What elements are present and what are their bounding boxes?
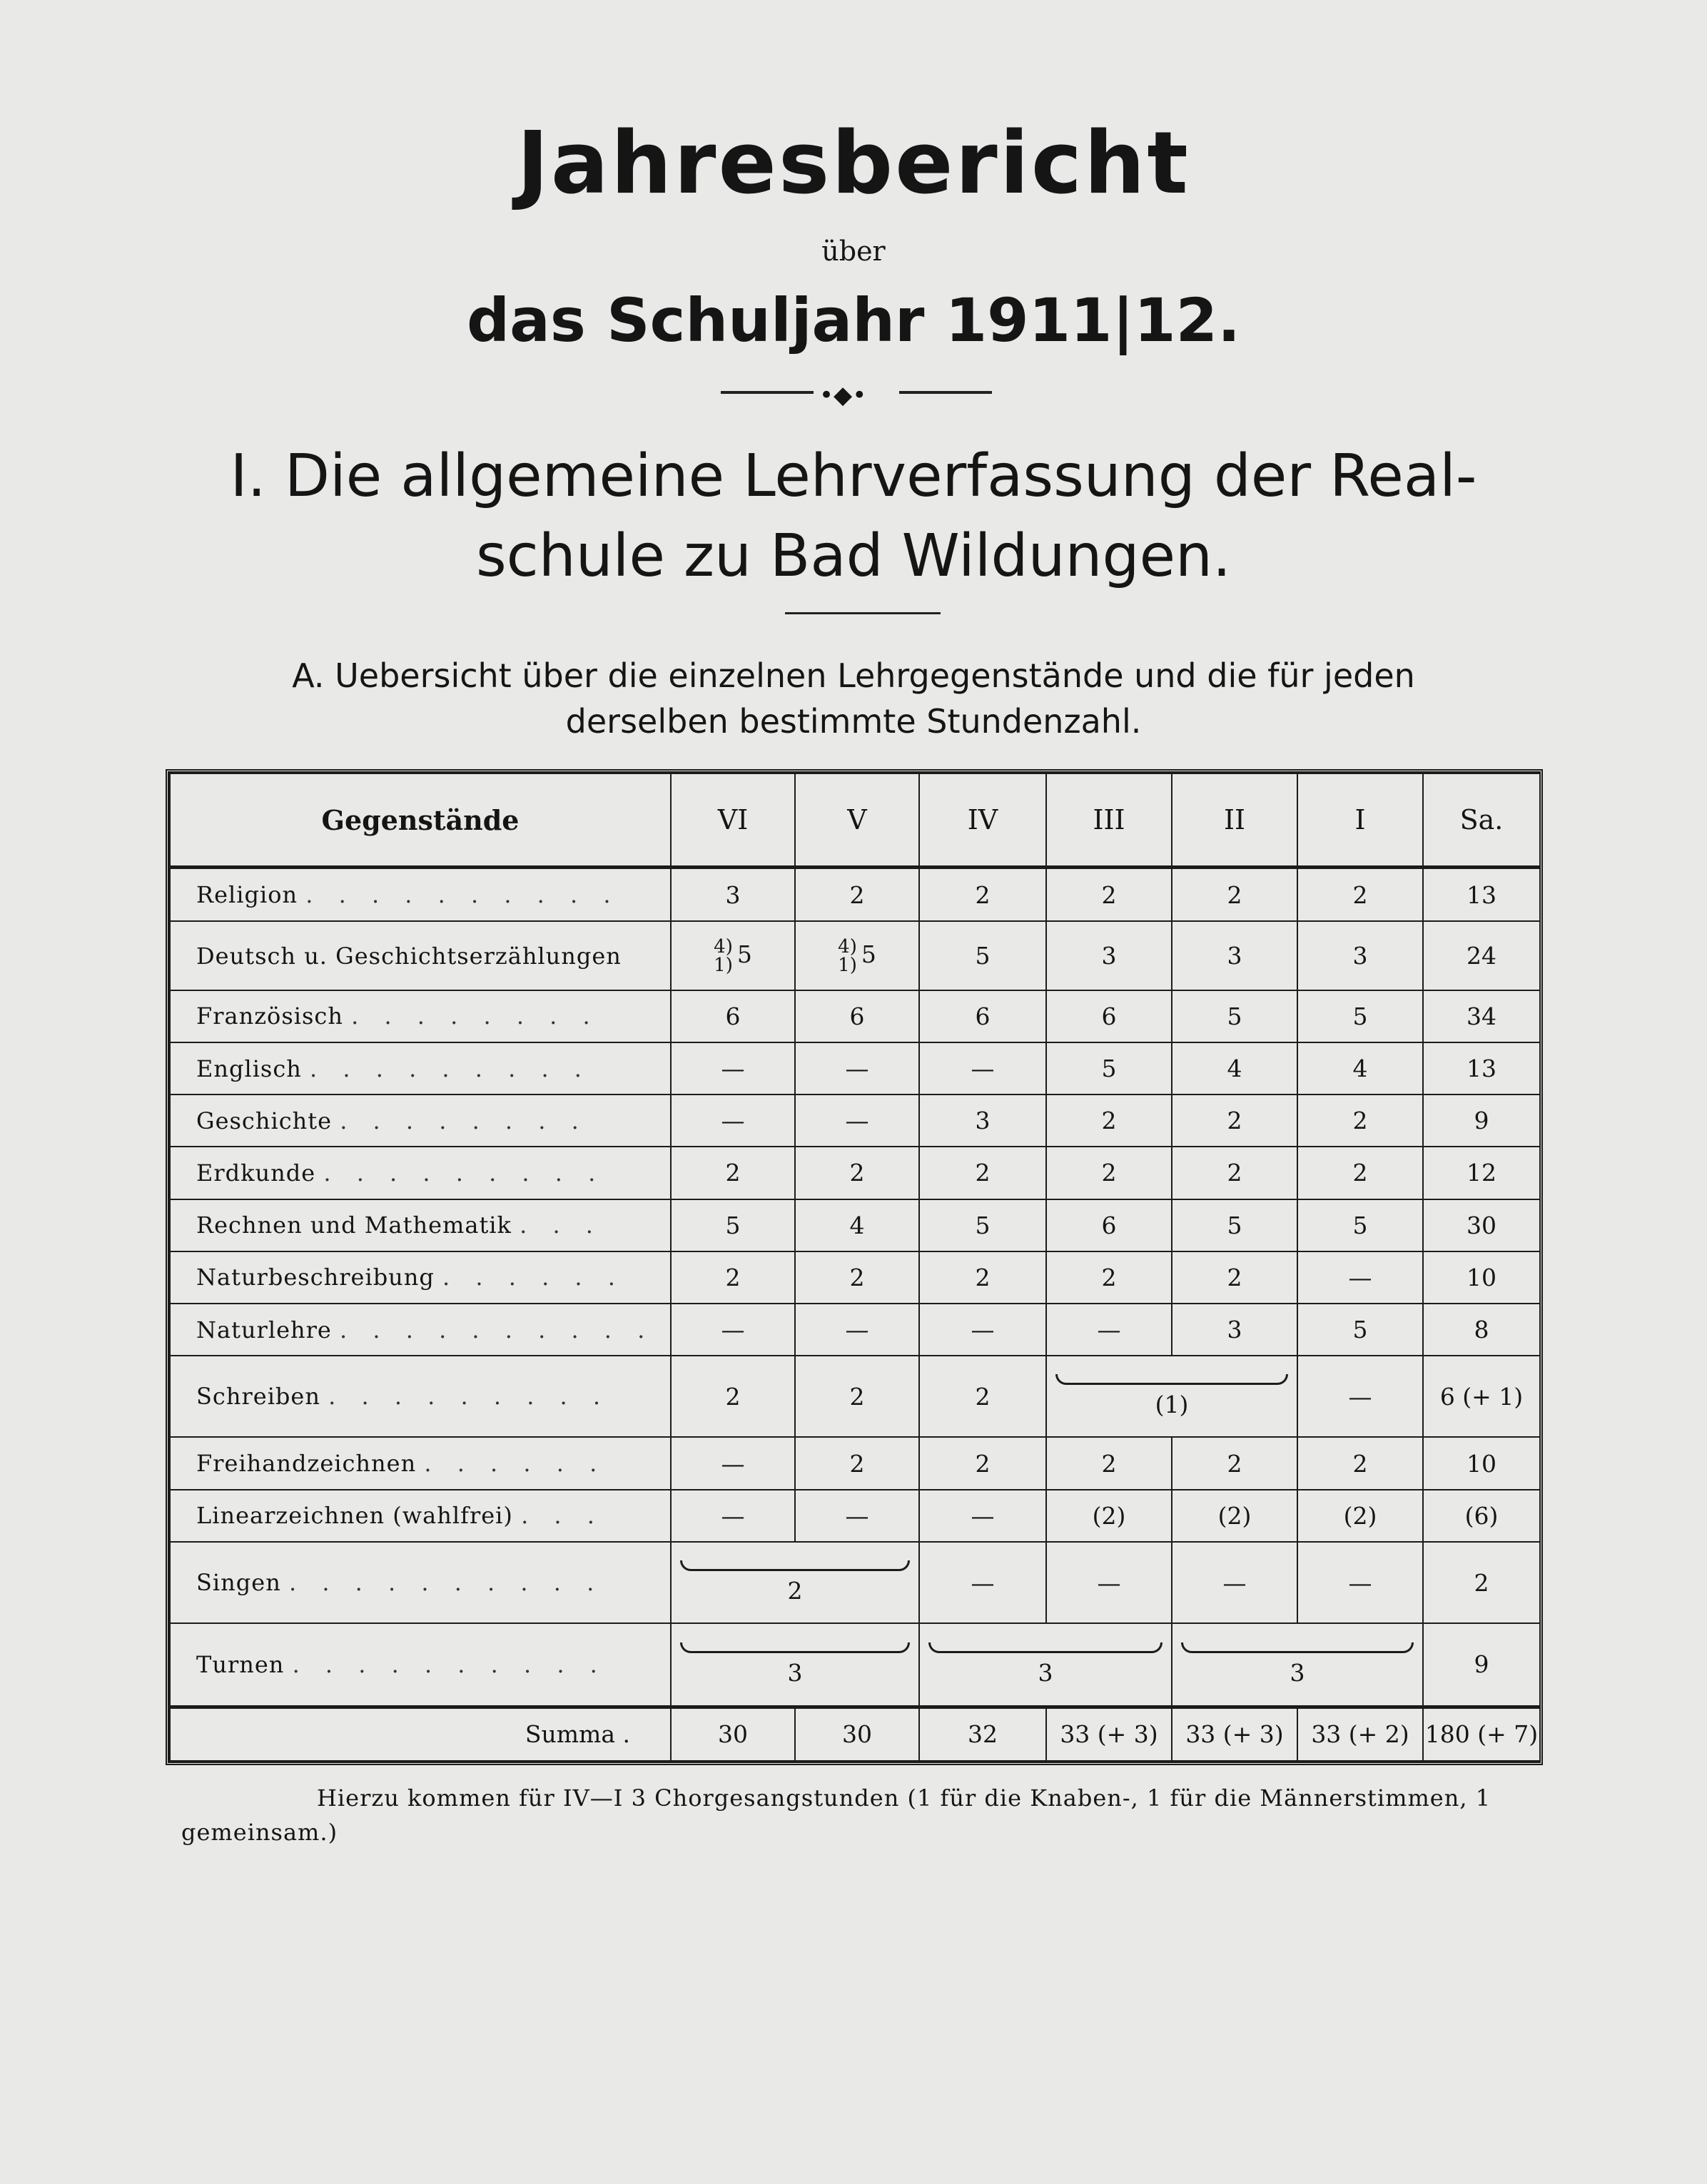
subsection-heading-line-1: A. Uebersicht über die einzelnen Lehrgegenstände und die für jeden (292, 656, 1415, 695)
brace (928, 1642, 1163, 1653)
cell: 6 (795, 990, 919, 1042)
cell: 10 (1423, 1437, 1540, 1489)
row-subject: Rechnen und Mathematik . . . (170, 1199, 671, 1251)
header-total: Sa. (1423, 773, 1540, 868)
header-subject: Gegenstände (170, 773, 671, 868)
cell: 6 (919, 990, 1046, 1042)
row-subject: Englisch . . . . . . . . . (170, 1042, 671, 1094)
cell: 3 (1046, 921, 1172, 990)
merged-cell-iii-ii: (1) (1046, 1356, 1297, 1437)
cell: 4) 1) 5 (795, 921, 919, 990)
table-row (170, 1199, 1540, 1251)
table-row (170, 1490, 1540, 1542)
cell: (2) (1046, 1490, 1172, 1542)
cell: 5 (1172, 990, 1297, 1042)
row-subject: Naturlehre . . . . . . . . . . (170, 1304, 671, 1356)
cell: 5 (671, 1199, 795, 1251)
row-subject: Französisch . . . . . . . . (170, 990, 671, 1042)
ornament-rule-right (899, 391, 992, 394)
cell: 2 (1297, 1094, 1423, 1147)
table-row (170, 1147, 1540, 1199)
ornament-icon: •◆• (819, 381, 867, 410)
cell: 9 (1423, 1623, 1540, 1707)
cell: 6 (671, 990, 795, 1042)
merged-cell-ii-i: 3 (1172, 1623, 1423, 1707)
cell: (2) (1172, 1490, 1297, 1542)
cell: — (671, 1094, 795, 1147)
cell: — (919, 1490, 1046, 1542)
row-subject: Linearzeichnen (wahlfrei) . . . (170, 1490, 671, 1542)
cell: 2 (1046, 1251, 1172, 1304)
cell: — (1172, 1542, 1297, 1623)
cell: 5 (919, 1199, 1046, 1251)
cell: 180 (+ 7) (1423, 1707, 1540, 1761)
cell: — (1046, 1304, 1172, 1356)
cell: — (1297, 1251, 1423, 1304)
cell: 3 (1172, 921, 1297, 990)
row-subject: Turnen . . . . . . . . . . (170, 1623, 671, 1707)
cell: 2 (1423, 1542, 1540, 1623)
header-class-iii: III (1046, 773, 1172, 868)
cell: 2 (795, 1251, 919, 1304)
cell: 5 (1297, 1199, 1423, 1251)
cell: 2 (795, 1356, 919, 1437)
cell: — (671, 1437, 795, 1489)
lesson-hours-table (166, 769, 1543, 1765)
row-subject: Schreiben . . . . . . . . . (170, 1356, 671, 1437)
cell: 33 (+ 3) (1046, 1707, 1172, 1761)
cell: 2 (1046, 868, 1172, 922)
cell: — (795, 1042, 919, 1094)
brace (680, 1642, 910, 1653)
cell: 4 (795, 1199, 919, 1251)
table-row (170, 1542, 1540, 1623)
footnote-marker: 4) 1) (714, 935, 733, 976)
cell: 4 (1297, 1042, 1423, 1094)
table-row (170, 990, 1540, 1042)
cell: — (919, 1542, 1046, 1623)
cell: 5 (1297, 1304, 1423, 1356)
cell: 13 (1423, 868, 1540, 922)
cell: (2) (1297, 1490, 1423, 1542)
cell: 2 (1172, 1251, 1297, 1304)
header-class-iv: IV (919, 773, 1046, 868)
row-subject: Deutsch u. Geschichtserzählungen (170, 921, 671, 990)
school-year: das Schuljahr 1911|12. (467, 285, 1240, 355)
cell: — (1297, 1356, 1423, 1437)
cell: 6 (1046, 1199, 1172, 1251)
cell: 33 (+ 3) (1172, 1707, 1297, 1761)
cell: 2 (671, 1251, 795, 1304)
sum-row (170, 1707, 1540, 1761)
cell: 2 (1172, 1437, 1297, 1489)
footnote-marker: 4) 1) (838, 935, 857, 976)
cell: 3 (919, 1094, 1046, 1147)
row-subject: Religion . . . . . . . . . . (170, 868, 671, 922)
table-header-row (170, 773, 1540, 868)
cell: 4) 1) 5 (671, 921, 795, 990)
section-heading-line-1: I. Die allgemeine Lehrverfassung der Real- (230, 442, 1477, 510)
cell: 2 (1172, 1147, 1297, 1199)
merged-cell-iv-iii: 3 (919, 1623, 1172, 1707)
cell: 2 (1172, 1094, 1297, 1147)
table-row (170, 1304, 1540, 1356)
cell: 10 (1423, 1251, 1540, 1304)
table-row (170, 1251, 1540, 1304)
brace (1181, 1642, 1414, 1653)
row-subject: Erdkunde . . . . . . . . . (170, 1147, 671, 1199)
table-row (170, 1356, 1540, 1437)
header-class-i: I (1297, 773, 1423, 868)
cell: 30 (671, 1707, 795, 1761)
ornament-rule-left (721, 391, 814, 394)
cell: — (919, 1304, 1046, 1356)
title-connector: über (821, 235, 886, 267)
table-row (170, 1437, 1540, 1489)
header-class-vi: VI (671, 773, 795, 868)
cell: 2 (795, 1147, 919, 1199)
cell: 2 (671, 1356, 795, 1437)
divider (785, 612, 941, 614)
cell: 2 (1297, 1437, 1423, 1489)
cell: — (1297, 1542, 1423, 1623)
sum-label: Summa . (170, 1707, 671, 1761)
cell: — (795, 1304, 919, 1356)
subsection-heading (0, 653, 1707, 744)
table-row (170, 1623, 1540, 1707)
cell: 5 (919, 921, 1046, 990)
cell: 30 (795, 1707, 919, 1761)
cell: 2 (1046, 1094, 1172, 1147)
table-row (170, 1042, 1540, 1094)
cell: 5 (1046, 1042, 1172, 1094)
cell: — (1046, 1542, 1172, 1623)
cell: 4 (1172, 1042, 1297, 1094)
cell: 32 (919, 1707, 1046, 1761)
page-title: Jahresbericht (517, 114, 1190, 213)
subsection-heading-line-2: derselben bestimmte Stundenzahl. (565, 702, 1142, 741)
row-subject: Freihandzeichnen . . . . . . (170, 1437, 671, 1489)
row-subject: Geschichte . . . . . . . . (170, 1094, 671, 1147)
cell: 5 (1172, 1199, 1297, 1251)
cell: 12 (1423, 1147, 1540, 1199)
cell: 3 (671, 868, 795, 922)
brace (1055, 1374, 1288, 1385)
header-class-ii: II (1172, 773, 1297, 868)
cell: — (919, 1042, 1046, 1094)
header-class-v: V (795, 773, 919, 868)
cell: 24 (1423, 921, 1540, 990)
cell: 5 (1297, 990, 1423, 1042)
cell: 2 (795, 868, 919, 922)
cell: 30 (1423, 1199, 1540, 1251)
section-heading-line-2: schule zu Bad Wildungen. (475, 522, 1232, 590)
cell: 33 (+ 2) (1297, 1707, 1423, 1761)
cell: 2 (1297, 868, 1423, 922)
cell: 2 (919, 868, 1046, 922)
row-subject: Naturbeschreibung . . . . . . (170, 1251, 671, 1304)
cell: 3 (1172, 1304, 1297, 1356)
row-subject: Singen . . . . . . . . . . (170, 1542, 671, 1623)
cell: 13 (1423, 1042, 1540, 1094)
cell: (6) (1423, 1490, 1540, 1542)
cell: 2 (919, 1147, 1046, 1199)
cell: 2 (1172, 868, 1297, 922)
section-heading (0, 437, 1707, 596)
footnote-text: Hierzu kommen für IV—I 3 Chorgesangstunden (1 für die Knaben-, 1 für die Männerstimmen, 1 gemeinsam.) (181, 1784, 1491, 1846)
cell: 34 (1423, 990, 1540, 1042)
merged-cell-vi-v: 3 (671, 1623, 919, 1707)
table-row (170, 921, 1540, 990)
cell: 2 (795, 1437, 919, 1489)
table-row (170, 1094, 1540, 1147)
cell: 6 (+ 1) (1423, 1356, 1540, 1437)
cell: 2 (671, 1147, 795, 1199)
cell: 2 (1046, 1437, 1172, 1489)
cell: 2 (919, 1437, 1046, 1489)
cell: 8 (1423, 1304, 1540, 1356)
brace (680, 1560, 910, 1571)
merged-cell-vi-v: 2 (671, 1542, 919, 1623)
cell: 2 (919, 1251, 1046, 1304)
cell: — (671, 1304, 795, 1356)
cell: 9 (1423, 1094, 1540, 1147)
cell: — (671, 1042, 795, 1094)
cell: 6 (1046, 990, 1172, 1042)
cell: 2 (919, 1356, 1046, 1437)
cell: 3 (1297, 921, 1423, 990)
table-row (170, 868, 1540, 922)
cell: — (671, 1490, 795, 1542)
cell: 2 (1297, 1147, 1423, 1199)
cell: — (795, 1490, 919, 1542)
cell: 2 (1046, 1147, 1172, 1199)
cell: — (795, 1094, 919, 1147)
